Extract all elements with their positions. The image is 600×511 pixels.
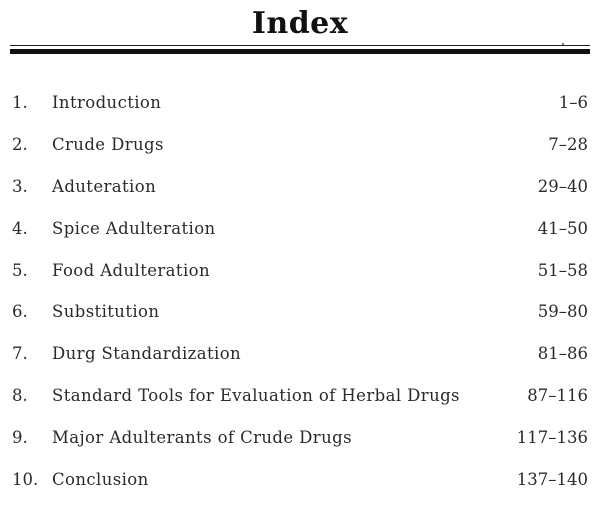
toc-entry [0,166,600,208]
entry-title: Substitution [52,302,160,322]
toc-entry [0,208,600,250]
entry-title: Conclusion [52,470,149,490]
entry-number: 4. [12,218,28,238]
entry-number: 3. [12,176,28,196]
toc-entry [0,375,600,417]
entry-title: Aduteration [52,176,157,196]
title-rule-thin [10,45,590,46]
entry-title: Durg Standardization [52,344,242,364]
entry-number: 9. [12,428,28,448]
entry-pages: 41–50 [537,218,588,238]
entry-pages: 81–86 [537,344,588,364]
print-speck [562,43,564,45]
entry-pages: 137–140 [516,470,588,490]
entry-number: 5. [12,260,28,280]
entry-pages: 87–116 [527,386,588,406]
toc-entry [0,124,600,166]
entry-title: Introduction [52,93,162,112]
toc-entry [0,417,600,459]
toc-entry [0,459,600,501]
entry-number: 7. [12,344,28,364]
entry-number: 10. [12,470,39,490]
entry-pages: 29–40 [537,176,588,196]
entry-number: 6. [12,302,28,322]
entry-pages: 51–58 [537,260,588,280]
entry-title: Food Adulteration [52,260,210,280]
entry-number: 1. [12,93,28,112]
entry-title: Spice Adulteration [52,218,216,238]
entry-title: Major Adulterants of Crude Drugs [52,428,352,448]
toc-entry [0,250,600,292]
toc-entry [0,333,600,375]
table-of-contents [0,82,600,501]
entry-pages: 117–136 [516,428,588,448]
entry-title: Crude Drugs [52,134,164,154]
entry-pages: 1–6 [558,93,588,112]
page-title: Index [251,6,349,41]
toc-entry [0,82,600,124]
entry-title: Standard Tools for Evaluation of Herbal Drugs [52,386,460,406]
entry-number: 2. [12,134,28,154]
entry-pages: 59–80 [537,302,588,322]
title-rule-thick [10,49,590,54]
toc-entry [0,291,600,333]
entry-pages: 7–28 [548,134,588,154]
entry-number: 8. [12,386,28,406]
